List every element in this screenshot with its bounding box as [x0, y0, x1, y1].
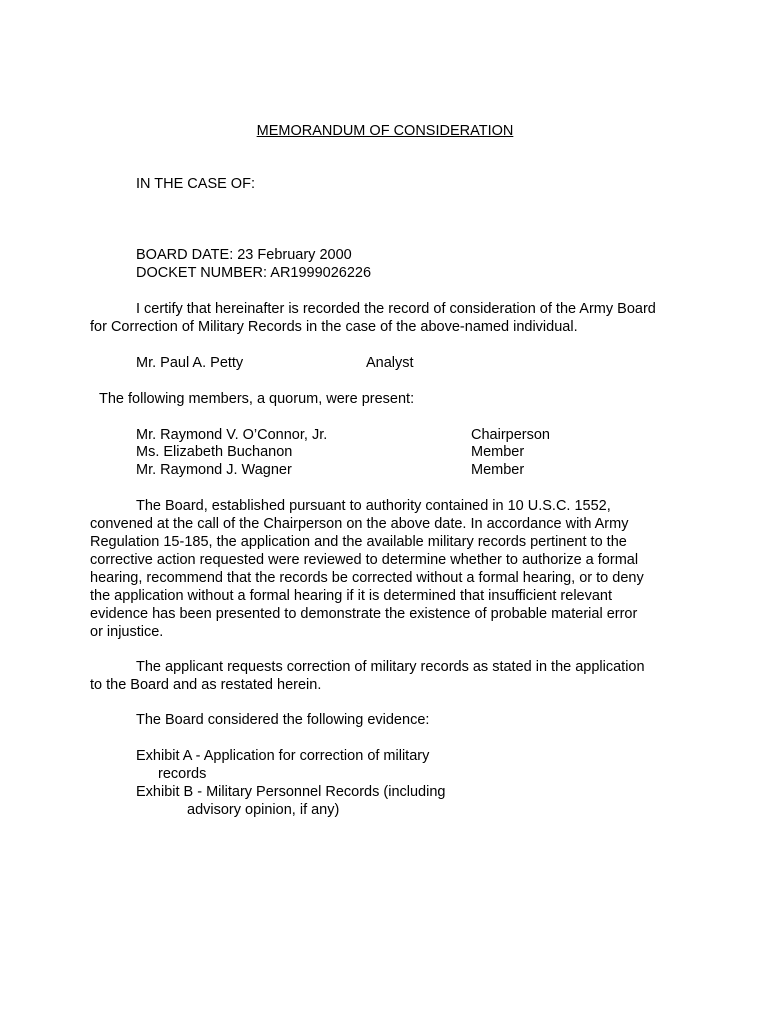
- evidence-intro: The Board considered the following evidence:: [136, 712, 430, 728]
- exhibit-b: Exhibit B - Military Personnel Records (including: [136, 784, 446, 800]
- memo-title: MEMORANDUM OF CONSIDERATION: [256, 123, 514, 139]
- exhibit-a-continued: records: [158, 766, 207, 782]
- board-paragraph-line: Regulation 15-185, the application and the available military records pertinent to the: [90, 534, 627, 550]
- member-role: Member: [471, 444, 525, 460]
- docket-number: DOCKET NUMBER: AR1999026226: [136, 265, 372, 281]
- board-paragraph-line: evidence has been presented to demonstrate the existence of probable material error: [90, 606, 638, 622]
- certify-line-1: I certify that hereinafter is recorded the record of consideration of the Army Board: [136, 301, 656, 317]
- exhibit-b-continued: advisory opinion, if any): [187, 802, 340, 818]
- board-paragraph-line: or injustice.: [90, 624, 164, 640]
- exhibit-a: Exhibit A - Application for correction of military: [136, 748, 430, 764]
- applicant-paragraph-line: to the Board and as restated herein.: [90, 677, 322, 693]
- board-paragraph-line: convened at the call of the Chairperson on the above date. In accordance with Army: [90, 516, 629, 532]
- board-paragraph-line: corrective action requested were reviewed to determine whether to authorize a formal: [90, 552, 639, 568]
- board-paragraph-line: hearing, recommend that the records be corrected without a formal hearing, or to deny: [90, 570, 644, 586]
- board-date: BOARD DATE: 23 February 2000: [136, 247, 352, 263]
- analyst-role: Analyst: [366, 355, 414, 371]
- quorum-statement: The following members, a quorum, were present:: [99, 391, 415, 407]
- member-name: Mr. Raymond J. Wagner: [136, 462, 292, 478]
- member-role: Member: [471, 462, 525, 478]
- analyst-name: Mr. Paul A. Petty: [136, 355, 244, 371]
- applicant-paragraph-line: The applicant requests correction of military records as stated in the application: [136, 659, 645, 675]
- member-name: Mr. Raymond V. O’Connor, Jr.: [136, 427, 328, 443]
- member-role: Chairperson: [471, 427, 550, 443]
- certify-line-2: for Correction of Military Records in the case of the above-named individual.: [90, 319, 578, 335]
- case-of-label: IN THE CASE OF:: [136, 176, 255, 192]
- board-paragraph-line: The Board, established pursuant to authority contained in 10 U.S.C. 1552,: [136, 498, 611, 514]
- board-paragraph-line: the application without a formal hearing if it is determined that insufficient relevant: [90, 588, 613, 604]
- member-name: Ms. Elizabeth Buchanon: [136, 444, 293, 460]
